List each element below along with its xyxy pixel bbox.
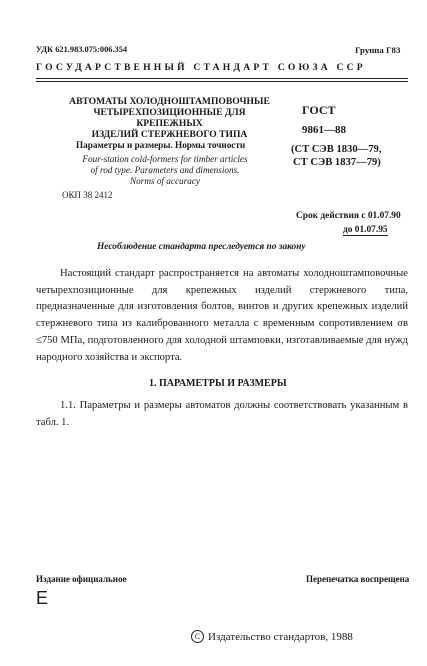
gost-label: ГОСТ bbox=[302, 103, 336, 117]
section-paragraph: 1.1. Параметры и размеры автоматов должны соответствовать указанным в табл. 1. bbox=[36, 400, 408, 428]
validity-from: Срок действия с 01.07.90 bbox=[296, 211, 401, 221]
gost-number: 9861—88 bbox=[302, 124, 346, 136]
document-subtitle: Параметры и размеры. Нормы точности bbox=[76, 140, 246, 150]
edition-mark: Е bbox=[36, 588, 49, 608]
english-title bbox=[50, 154, 280, 187]
title-line: АВТОМАТЫ ХОЛОДНОШТАМПОВОЧНЫЕ bbox=[69, 96, 270, 107]
gost-replaces-2: СТ СЭВ 1837—79) bbox=[293, 157, 381, 168]
title-line: ИЗДЕЛИЙ СТЕРЖНЕВОГО ТИПА bbox=[91, 129, 248, 140]
document-title bbox=[62, 96, 277, 140]
gost-replaces-1: (СТ СЭВ 1830—79, bbox=[291, 144, 382, 155]
english-title-line: of rod type. Parameters and dimensions. bbox=[90, 165, 240, 175]
english-title-line: Norms of accuracy bbox=[130, 176, 200, 186]
copyright bbox=[191, 630, 353, 643]
official-edition: Издание официальное bbox=[36, 574, 127, 584]
intro-paragraph: Настоящий стандарт распространяется на автоматы холодноштамповочные четырехпозиционные для крепежных изделий стержневого типа, предназначенные для изготовления болтов, винтов и других крепежных изделий стержневого типа из калиброванного металла с временным сопротивлением σв ≤750 МПа, подготовленного для холодной штамповки, изготавливаемые для нужд народного хозяйства и экспорта. bbox=[36, 268, 408, 363]
copyright-icon: С bbox=[191, 630, 204, 643]
english-title-line: Four-station cold-formers for timber articles bbox=[82, 154, 248, 164]
banner-rule-top bbox=[36, 78, 408, 79]
reprint-forbidden: Перепечатка воспрещена bbox=[306, 574, 410, 584]
banner-rule-bottom bbox=[36, 81, 408, 82]
group-code: Группа Г83 bbox=[355, 45, 401, 55]
title-line: ЧЕТЫРЕХПОЗИЦИОННЫЕ ДЛЯ КРЕПЕЖНЫХ bbox=[93, 107, 246, 129]
standard-banner: ГОСУДАРСТВЕННЫЙ СТАНДАРТ СОЮЗА ССР bbox=[36, 62, 366, 73]
validity-to: до 01.07.95 bbox=[343, 225, 388, 235]
udk-code: УДК 621.983.075:006.354 bbox=[36, 45, 128, 54]
okp-code: ОКП 38 2412 bbox=[62, 190, 113, 200]
copyright-text: Издательство стандартов, 1988 bbox=[208, 631, 353, 643]
section-heading: 1. ПАРАМЕТРЫ И РАЗМЕРЫ bbox=[149, 378, 287, 389]
legal-warning: Несоблюдение стандарта преследуется по закону bbox=[97, 242, 306, 252]
